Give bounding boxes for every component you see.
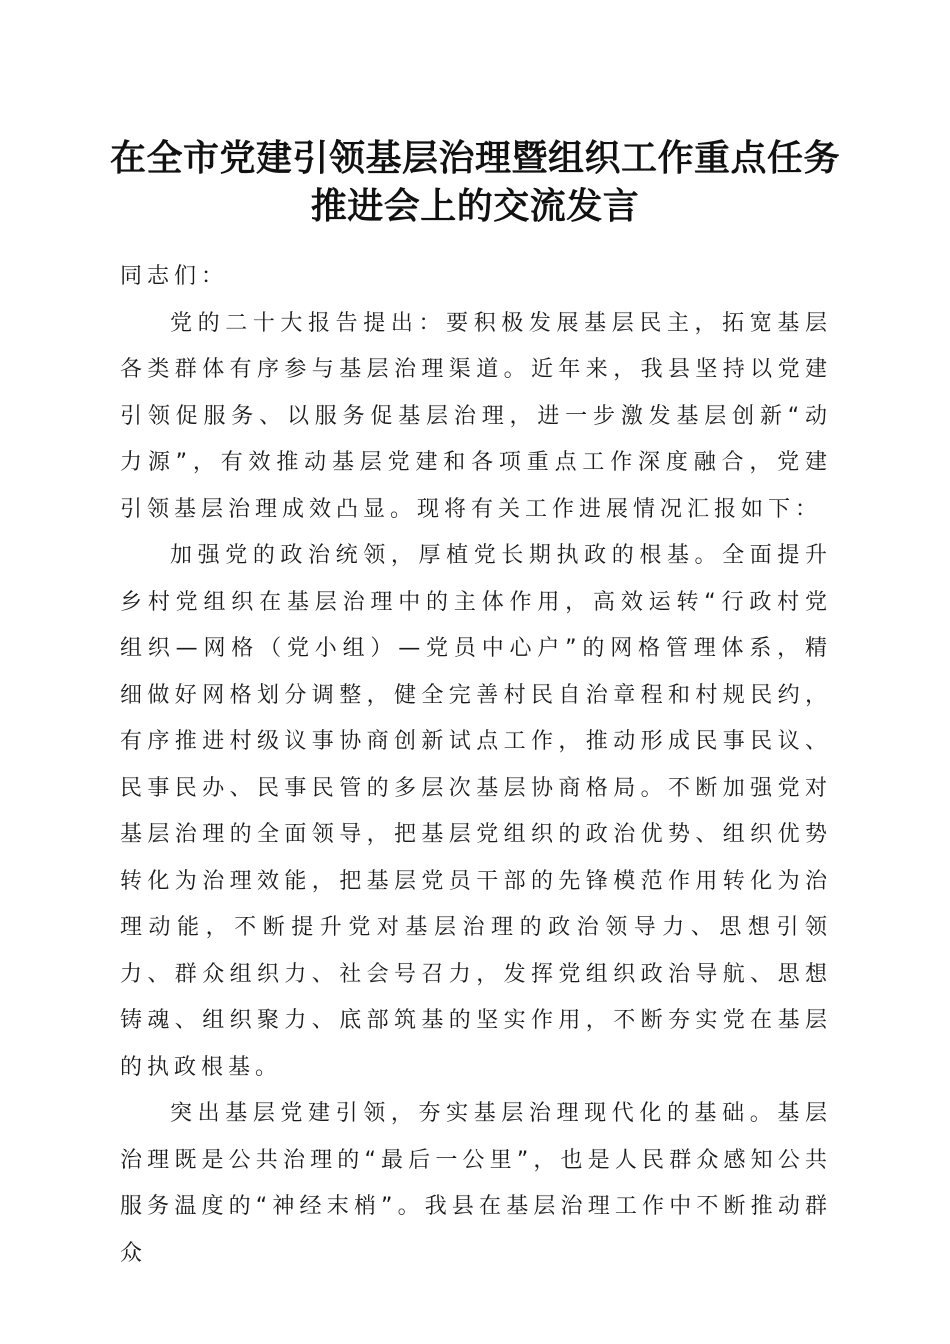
title-line-1: 在全市党建引领基层治理暨组织工作重点任务 (109, 137, 840, 179)
paragraph-political-leadership: 加强党的政治统领，厚植党长期执政的根基。全面提升乡村党组织在基层治理中的主体作用，高效运转“行政村党组织—网格（党小组）—党员中心户”的网格管理体系，精细做好网格划分调整，健全完善村民自治章程和村规民约，有序推进村级议事协商创新试点工作，推动形成民事民议、民事民办、民事民管的多层次基层协商格局。不断加强党对基层治理的全面领导，把基层党组织的政治优势、组织优势转化为治理效能，把基层党员干部的先锋模范作用转化为治理动能，不断提升党对基层治理的政治领导力、思想引领力、群众组织力、社会号召力，发挥党组织政治导航、思想铸魂、组织聚力、底部筑基的坚实作用，不断夯实党在基层的执政根基。 (120, 543, 832, 1080)
document-body (120, 254, 832, 1277)
paragraph-party-building: 突出基层党建引领，夯实基层治理现代化的基础。基层治理既是公共治理的“最后一公里”，也是人民群众感知公共服务温度的“神经末梢”。我县在基层治理工作中不断推动群众 (120, 1101, 832, 1266)
document-title (100, 134, 850, 230)
title-line-2: 推进会上的交流发言 (310, 185, 640, 227)
paragraph-intro: 党的二十大报告提出：要积极发展基层民主，拓宽基层各类群体有序参与基层治理渠道。近年来，我县坚持以党建引领促服务、以服务促基层治理，进一步激发基层创新“动力源”，有效推动基层党建和各项重点工作深度融合，党建引领基层治理成效凸显。现将有关工作进展情况汇报如下： (120, 310, 832, 522)
salutation: 同志们： (120, 264, 229, 289)
